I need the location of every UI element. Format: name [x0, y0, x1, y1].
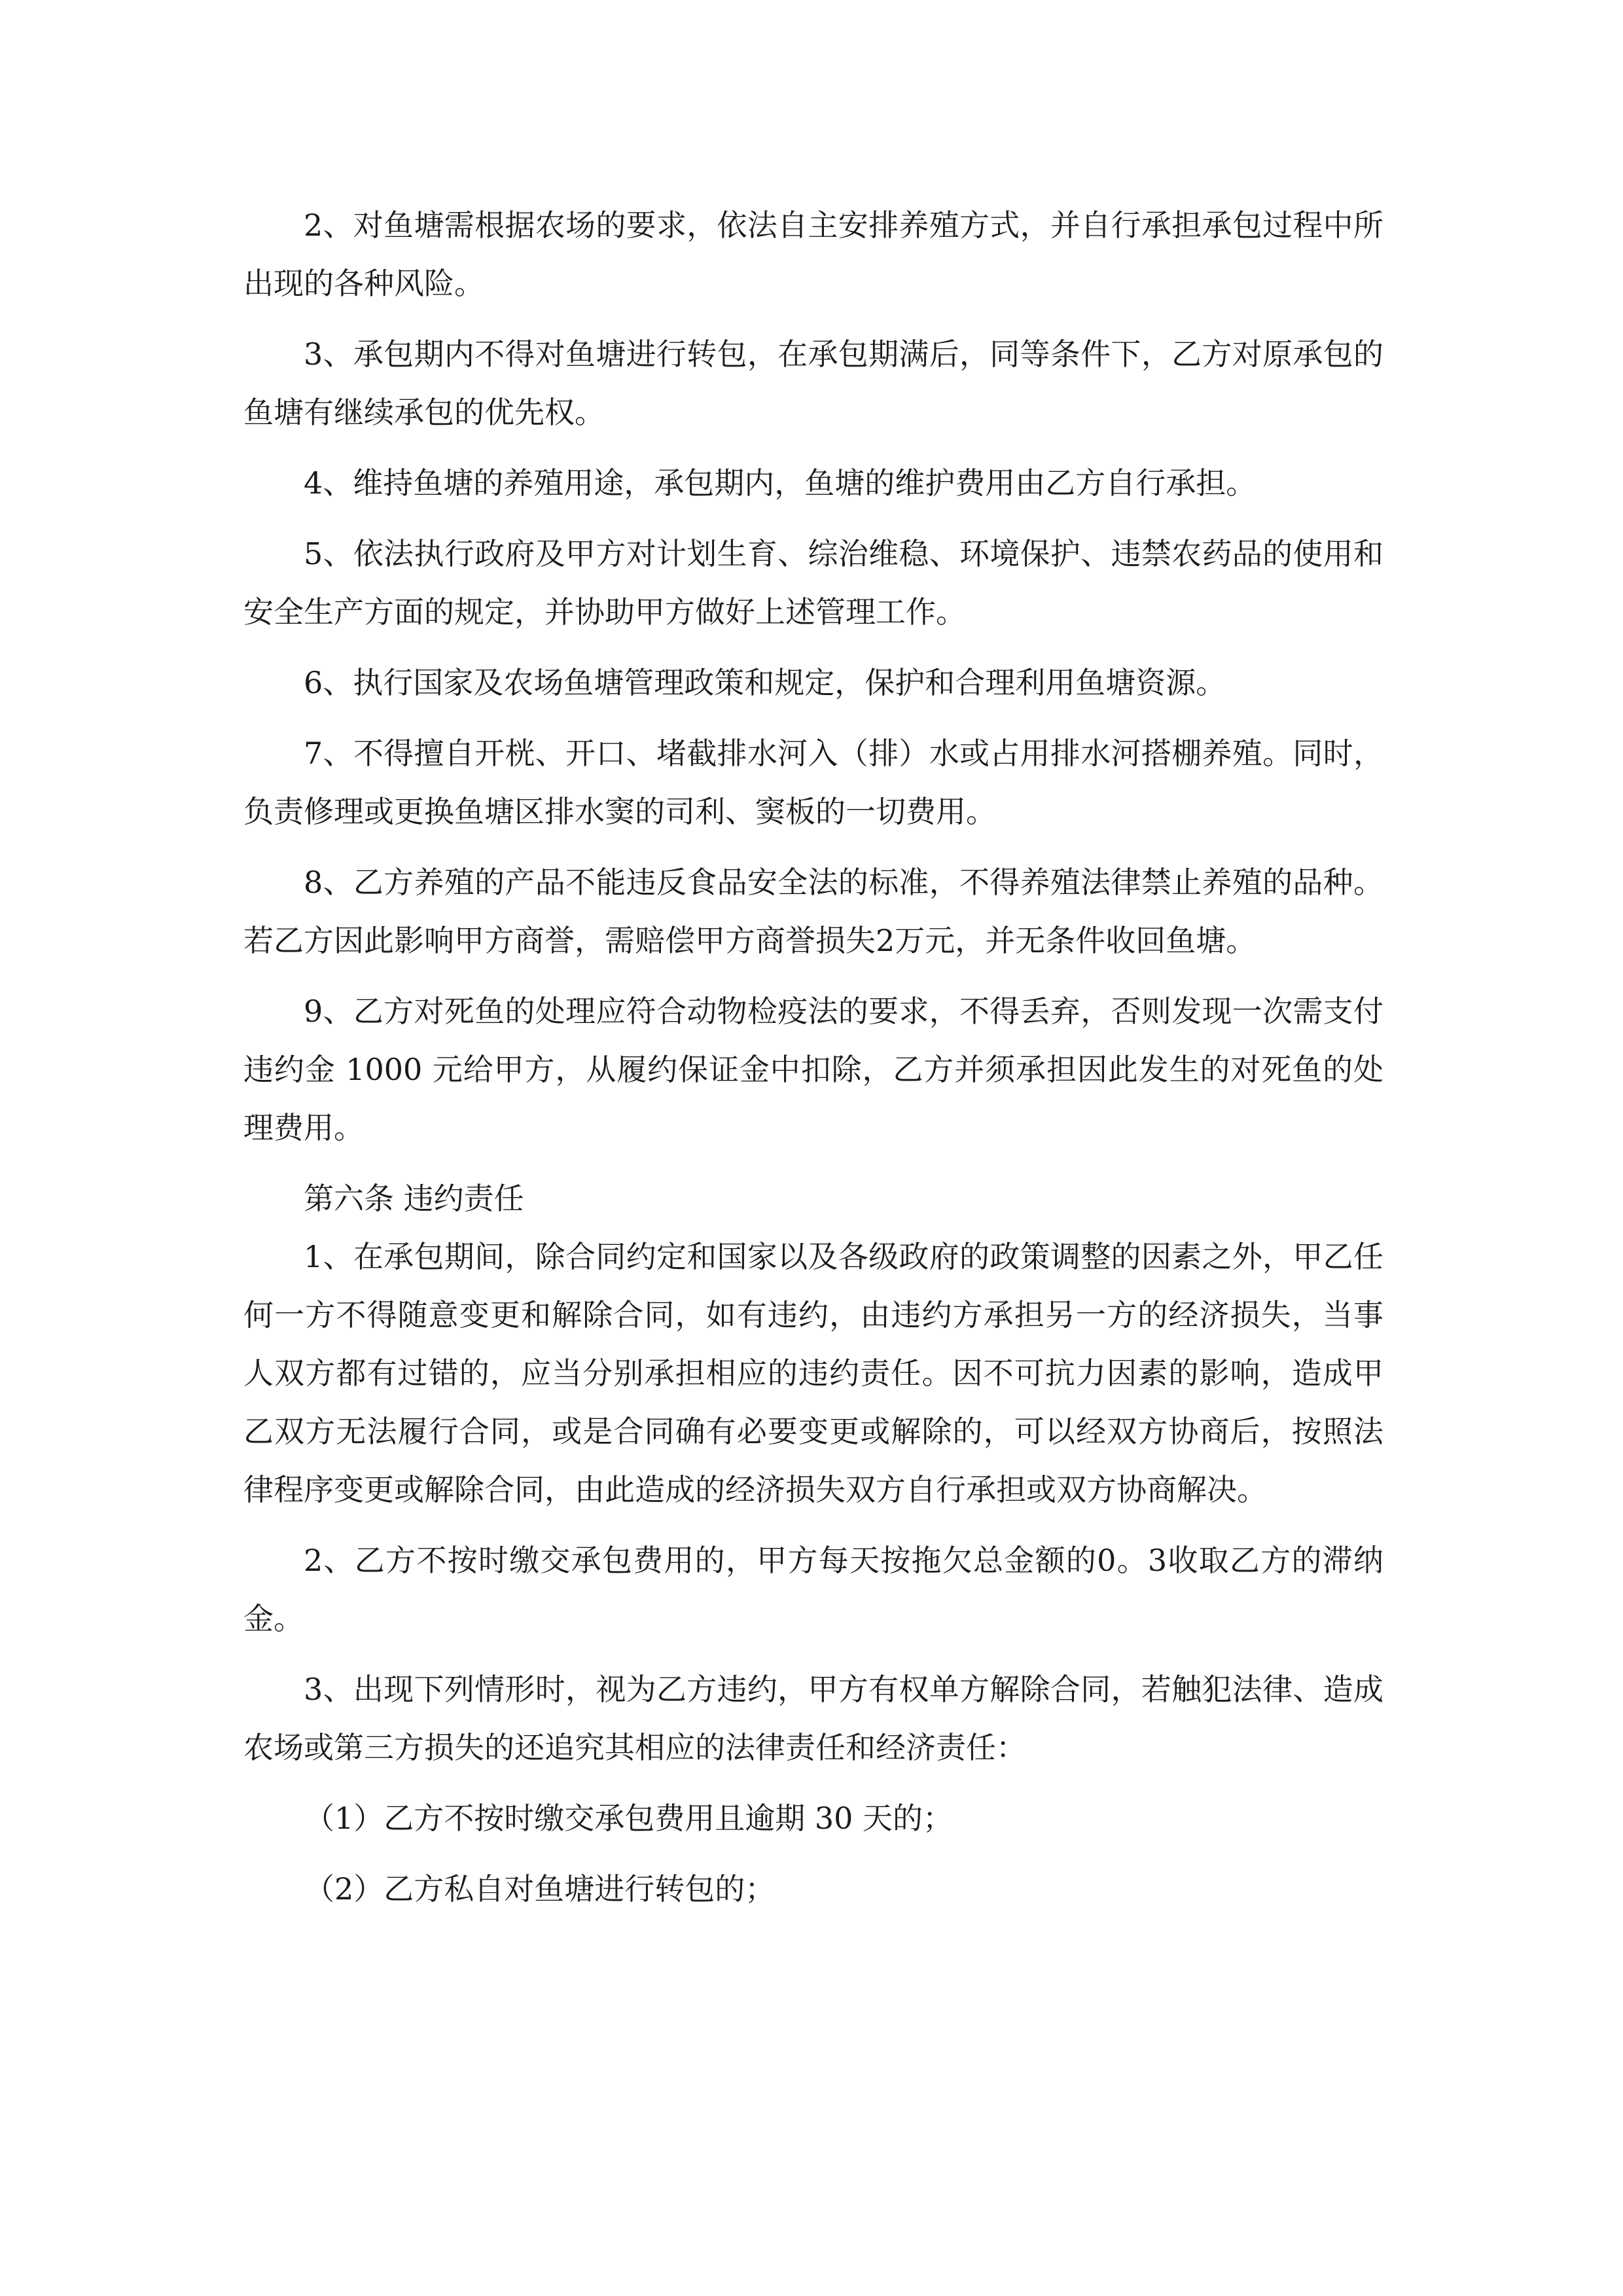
clause-paragraph: 2、乙方不按时缴交承包费用的，甲方每天按拖欠总金额的0。3收取乙方的滞纳金。 [243, 1543, 1383, 1636]
clause-paragraph: 7、不得擅自开桄、开口、堵截排水河入（排）水或占用排水河搭棚养殖。同时，负责修理或更换鱼塘区排水窦的司利、窦板的一切费用。 [243, 736, 1383, 829]
clause-paragraph: 9、乙方对死鱼的处理应符合动物检疫法的要求，不得丢弃，否则发现一次需支付违约金 1000 元给甲方，从履约保证金中扣除，乙方并须承担因此发生的对死鱼的处理费用。 [243, 994, 1383, 1145]
clause-paragraph: 3、承包期内不得对鱼塘进行转包，在承包期满后，同等条件下，乙方对原承包的鱼塘有继续承包的优先权。 [243, 336, 1383, 430]
clause-paragraph: 4、维持鱼塘的养殖用途，承包期内，鱼塘的维护费用由乙方自行承担。 [304, 465, 1257, 501]
clause-paragraph: 1、在承包期间，除合同约定和国家以及各级政府的政策调整的因素之外，甲乙任何一方不得随意变更和解除合同，如有违约，由违约方承担另一方的经济损失，当事人双方都有过错的，应当分别承担相应的违约责任。因不可抗力因素的影响，造成甲乙双方无法履行合同，或是合同确有必要变更或解除的，可以经双方协商后，按照法律程序变更或解除合同，由此造成的经济损失双方自行承担或双方协商解决。 [243, 1239, 1383, 1507]
list-item: （1）乙方不按时缴交承包费用且逾期 30 天的； [304, 1801, 954, 1836]
clause-paragraph: 3、出现下列情形时，视为乙方违约，甲方有权单方解除合同，若触犯法律、造成农场或第三方损失的还追究其相应的法律责任和经济责任： [243, 1672, 1383, 1765]
clause-paragraph: 2、对鱼塘需根据农场的要求，依法自主安排养殖方式，并自行承担承包过程中所出现的各种风险。 [243, 207, 1383, 301]
article-heading: 第六条 违约责任 [304, 1181, 524, 1216]
list-item: （2）乙方私自对鱼塘进行转包的； [304, 1871, 776, 1907]
clause-paragraph: 8、乙方养殖的产品不能违反食品安全法的标准，不得养殖法律禁止养殖的品种。若乙方因此影响甲方商誉，需赔偿甲方商誉损失2万元，并无条件收回鱼塘。 [243, 865, 1383, 958]
document-body [243, 196, 1383, 1931]
clause-paragraph: 5、依法执行政府及甲方对计划生育、综治维稳、环境保护、违禁农药品的使用和安全生产方面的规定，并协助甲方做好上述管理工作。 [243, 536, 1383, 630]
clause-paragraph: 6、执行国家及农场鱼塘管理政策和规定，保护和合理利用鱼塘资源。 [304, 665, 1226, 700]
